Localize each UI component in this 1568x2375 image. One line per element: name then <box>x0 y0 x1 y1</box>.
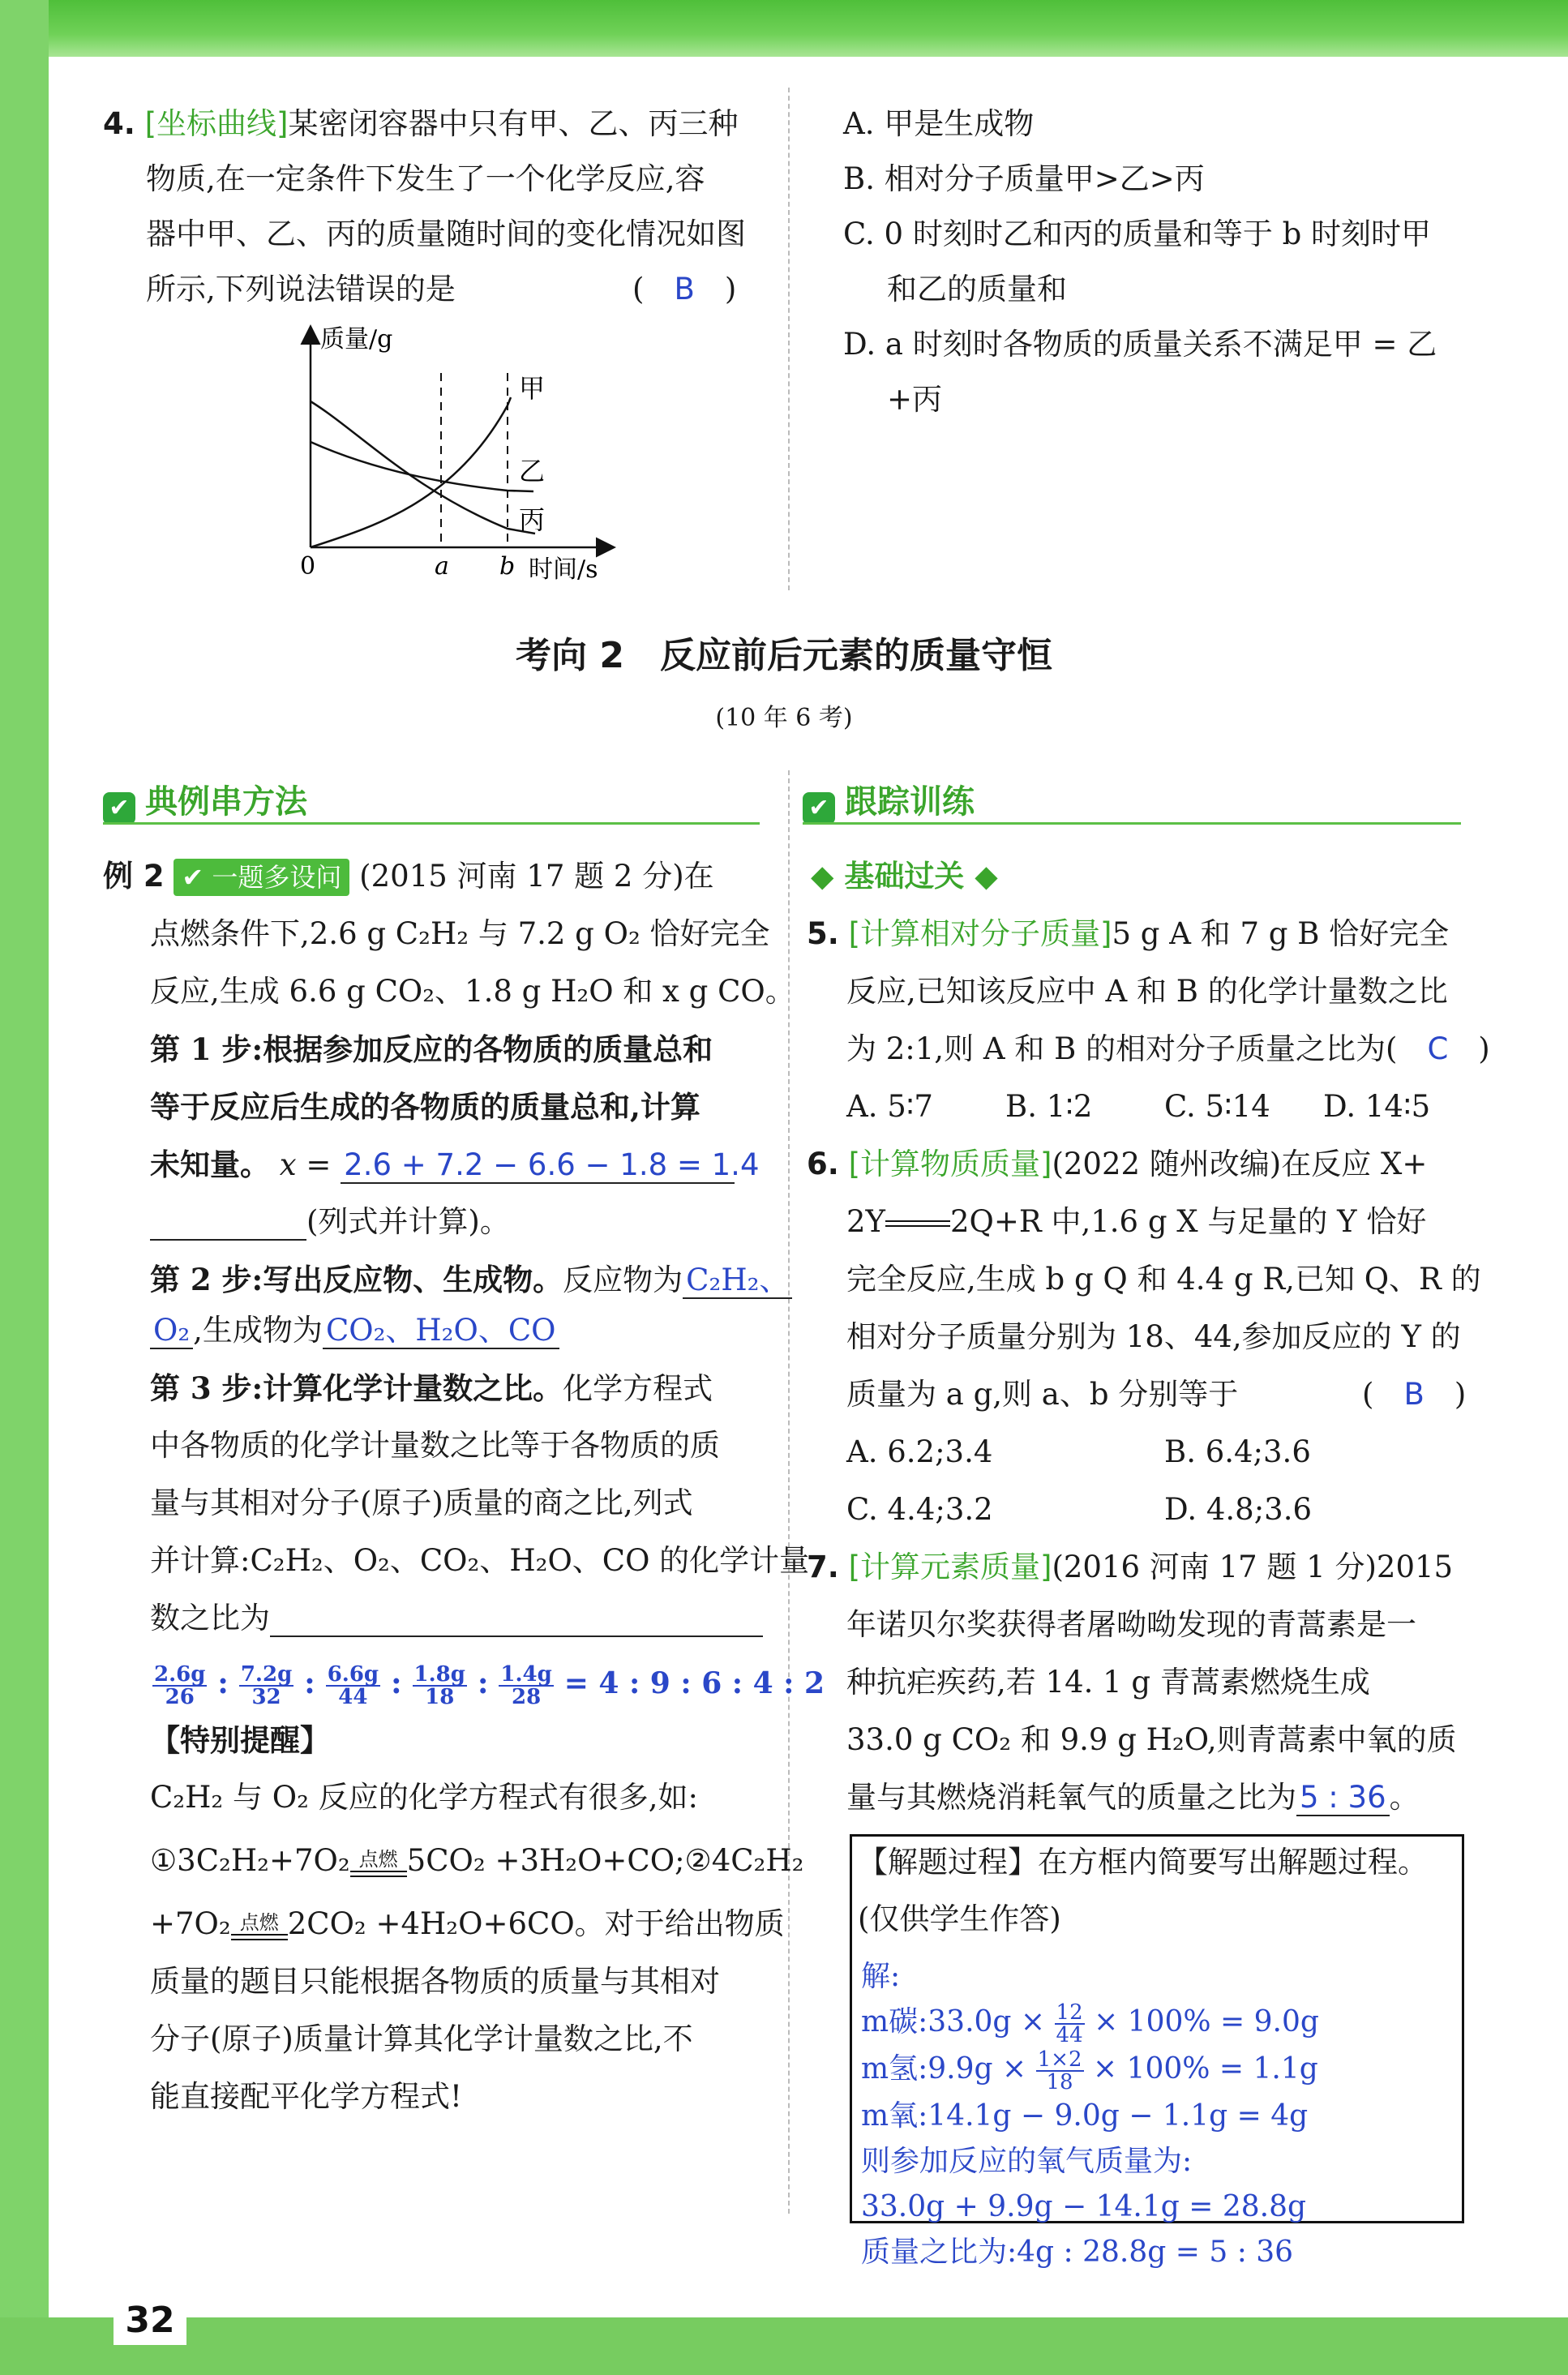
chart-xlabel: 时间/s <box>529 555 598 584</box>
page-number: 32 <box>114 2296 186 2345</box>
solution-head: 【解题过程】在方框内简要写出解题过程。 <box>858 1845 1428 1880</box>
step3-line-2: 中各物质的化学计量数之比等于各物质的质 <box>150 1428 720 1463</box>
step3-line-1: 第 3 步:计算化学计量数之比。化学方程式 <box>150 1370 713 1406</box>
q7-tag: [计算元素质量] <box>848 1550 1052 1584</box>
q4-option-a: A. 甲是生成物 <box>843 106 1035 141</box>
q4-line-1: 4. [坐标曲线]某密闭容器中只有甲、乙、丙三种 <box>103 106 739 141</box>
q5-line-1: 5. [计算相对分子质量]5 g A 和 7 g B 恰好完全 <box>807 916 1450 951</box>
q6-line-5: 质量为 a g,则 a、b 分别等于 <box>846 1377 1239 1412</box>
step1-line-2: 等于反应后生成的各物质的质量总和,计算 <box>150 1089 700 1125</box>
solution-line-5: 则参加反应的氧气质量为: <box>861 2145 1193 2178</box>
q6-option-b: B. 6.4;3.6 <box>1164 1434 1311 1469</box>
q5-tag: [计算相对分子质量] <box>848 916 1112 951</box>
equation-1: ①3C₂H₂+7O₂ 点燃 5CO₂ +3H₂O+CO;②4C₂H₂ <box>150 1843 804 1878</box>
q6-line-4: 相对分子质量分别为 18、44,参加反应的 Y 的 <box>846 1319 1461 1354</box>
q6-answer: B <box>1403 1377 1424 1412</box>
bottom-border <box>0 2317 1568 2375</box>
q6-option-c: C. 4.4;3.2 <box>846 1492 993 1527</box>
q4-answer-bracket: ( B ) <box>632 272 737 307</box>
series-label-jia: 甲 <box>519 373 546 404</box>
basic-head: ◆ 基础过关 ◆ <box>811 859 998 894</box>
q5-option-d: D. 14∶5 <box>1323 1089 1431 1124</box>
step3-line-4: 并计算:C₂H₂、O₂、CO₂、H₂O、CO 的化学计量 <box>150 1543 810 1578</box>
left-head-rule <box>103 822 760 825</box>
q5-line-2: 反应,已知该反应中 A 和 B 的化学计量数之比 <box>846 974 1448 1009</box>
q6-tag: [计算物质质量] <box>848 1147 1052 1181</box>
left-border <box>0 0 49 2375</box>
solution-line-6: 33.0g + 9.9g − 14.1g = 28.8g <box>861 2190 1307 2223</box>
ratio-answer: $\frac{2.6g}{26}$ : $\frac{7.2g}{32}$ : $\frac{6.6g}{44}$ : $\frac{1.8g}{18}$ : $\frac{1.4g}{28}$ = 4 : 9 : 6 : 4 : 2 <box>154 1661 825 1709</box>
q6-line-1: 6. [计算物质质量](2022 随州改编)在反应 X+ <box>807 1147 1428 1181</box>
right-column-head: ✔ 跟踪训练 <box>803 776 975 825</box>
reaction-arrow: 点燃 <box>231 1913 288 1940</box>
q5-line-3: 为 2:1,则 A 和 B 的相对分子质量之比为( C ) <box>846 1031 1490 1066</box>
q5-answer: C <box>1427 1031 1449 1066</box>
q6-option-a: A. 6.2;3.4 <box>846 1434 993 1469</box>
step1-blank <box>150 1206 306 1241</box>
series-label-bing: 丙 <box>519 504 546 535</box>
example-source: (2015 河南 17 题 2 分)在 <box>359 859 714 894</box>
example-line-1 <box>103 848 714 905</box>
chart-tick-b: b <box>499 552 516 581</box>
q4-line-4: 所示,下列说法错误的是 <box>146 272 456 307</box>
tip-line-3: 质量的题目只能根据各物质的质量与其相对 <box>150 1964 720 1999</box>
check-icon: ✔ <box>803 792 835 825</box>
equation-2: +7O₂ 点燃 2CO₂ +4H₂O+6CO。对于给出物质 <box>150 1906 785 1941</box>
step2-product-answer: CO₂、H₂O、CO <box>323 1314 559 1349</box>
q7-line-3: 种抗疟疾药,若 14. 1 g 青蒿素燃烧生成 <box>846 1665 1370 1700</box>
q7-line-2: 年诺贝尔奖获得者屠呦呦发现的青蒿素是一 <box>846 1607 1416 1642</box>
example-badge: ✔ 一题多设问 <box>174 859 349 896</box>
step1-answer: 2.6 + 7.2 − 6.6 − 1.8 = 1.4 <box>341 1149 735 1184</box>
q7-line-4: 33.0 g CO₂ 和 9.9 g H₂O,则青蒿素中氧的质 <box>846 1722 1457 1757</box>
step2-line-1: 第 2 步:写出反应物、生成物。反应物为 C₂H₂、 <box>150 1251 792 1309</box>
q4-option-c: C. 0 时刻时乙和丙的质量和等于 b 时刻时甲 <box>843 216 1432 251</box>
reaction-arrow: 点燃 <box>350 1850 407 1877</box>
chart-tick-0: 0 <box>300 552 316 581</box>
tip-line-1: C₂H₂ 与 O₂ 反应的化学方程式有很多,如: <box>150 1780 698 1815</box>
q4-option-d-cont: +丙 <box>887 382 943 417</box>
ratio-frac-4: $\frac{1.8g}{18}$ <box>413 1661 465 1709</box>
q4-tag: [坐标曲线] <box>144 106 289 141</box>
solution-line-1: 解: <box>861 1960 901 1993</box>
q4-divider <box>788 88 790 590</box>
step3-line-5: 数之比为 <box>150 1590 763 1647</box>
q6-line-2: 2Y 2Q+R 中,1.6 g X 与足量的 Y 恰好 <box>846 1204 1427 1239</box>
q4-chart <box>276 316 624 592</box>
left-column-head: ✔ 典例串方法 <box>103 776 307 825</box>
q7-answer: 5 : 36 <box>1296 1781 1390 1816</box>
tip-line-4: 分子(原子)质量计算其化学计量数之比,不 <box>150 2021 693 2056</box>
step1-line-3: 未知量。 x = 2.6 + 7.2 − 6.6 − 1.8 = 1.4 <box>150 1147 760 1182</box>
section-subtitle: (10 年 6 考) <box>715 704 853 732</box>
q5-option-a: A. 5∶7 <box>846 1089 933 1124</box>
q7-line-1: 7. [计算元素质量](2016 河南 17 题 1 分)2015 <box>807 1550 1454 1584</box>
step1-line-4: (列式并计算)。 <box>150 1194 510 1250</box>
right-head-rule <box>803 822 1461 825</box>
check-icon: ✔ <box>103 792 135 825</box>
q4-option-d: D. a 时刻时各物质的质量关系不满足甲 = 乙 <box>843 327 1437 362</box>
q6-option-d: D. 4.8;3.6 <box>1164 1492 1313 1527</box>
q4-line-3: 器中甲、乙、丙的质量随时间的变化情况如图 <box>146 216 746 251</box>
ratio-frac-3: $\frac{6.6g}{44}$ <box>327 1661 379 1709</box>
ratio-frac-1: $\frac{2.6g}{26}$ <box>154 1661 206 1709</box>
solution-sub: (仅供学生作答) <box>858 1901 1061 1936</box>
q6-line-3: 完全反应,生成 b g Q 和 4.4 g R,已知 Q、R 的 <box>846 1262 1481 1297</box>
ratio-frac-5: $\frac{1.4g}{28}$ <box>500 1661 552 1709</box>
top-border <box>0 0 1568 57</box>
q6-answer-bracket: ( B ) <box>1362 1377 1467 1412</box>
example-intro-1: 点燃条件下,2.6 g C₂H₂ 与 7.2 g O₂ 恰好完全 <box>150 916 770 951</box>
q7-line-5: 量与其燃烧消耗氧气的质量之比为 5 : 36 。 <box>846 1780 1420 1815</box>
q4-option-b: B. 相对分子质量甲>乙>丙 <box>843 161 1205 196</box>
series-bing <box>311 401 535 534</box>
q4-number: 4. <box>103 106 135 141</box>
q4-option-c-cont: 和乙的质量和 <box>887 272 1067 307</box>
solution-line-3: m氢:9.9g × $\frac{1\times 2}{18}$ × 100% = 1.1g <box>861 2047 1318 2094</box>
tip-head: 【特别提醒】 <box>150 1722 330 1758</box>
example-intro-2: 反应,生成 6.6 g CO₂、1.8 g H₂O 和 x g CO。 <box>150 974 795 1009</box>
ratio-frac-2: $\frac{7.2g}{32}$ <box>240 1661 293 1709</box>
q5-option-c: C. 5∶14 <box>1164 1089 1270 1124</box>
solution-line-2: m碳:33.0g × $\frac{12}{44}$ × 100% = 9.0g <box>861 2000 1319 2047</box>
section-title: 考向 2 反应前后元素的质量守恒 <box>516 635 1052 676</box>
chart-tick-a: a <box>435 552 449 581</box>
step2-reactant-answer-2: O₂ <box>150 1314 193 1349</box>
step2-reactant-answer: C₂H₂、 <box>683 1264 792 1299</box>
solution-line-4: m氧:14.1g − 9.0g − 1.1g = 4g <box>861 2099 1309 2133</box>
solution-line-7: 质量之比为:4g : 28.8g = 5 : 36 <box>861 2236 1294 2269</box>
step3-line-3: 量与其相对分子(原子)质量的商之比,列式 <box>150 1485 693 1520</box>
series-jia <box>311 397 511 547</box>
series-label-yi: 乙 <box>519 456 546 487</box>
q4-line-2: 物质,在一定条件下发生了一个化学反应,容 <box>146 161 705 196</box>
step2-line-2: O₂ ,生成物为 CO₂、H₂O、CO <box>150 1302 559 1359</box>
example-label: 例 2 <box>103 859 165 894</box>
chart-ylabel: 质量/g <box>320 325 393 354</box>
q4-answer: B <box>674 272 695 307</box>
tip-line-5: 能直接配平化学方程式! <box>150 2079 462 2114</box>
q5-option-b: B. 1∶2 <box>1005 1089 1093 1124</box>
reaction-arrow <box>885 1219 950 1227</box>
step1-line-1: 第 1 步:根据参加反应的各物质的质量总和 <box>150 1031 713 1067</box>
